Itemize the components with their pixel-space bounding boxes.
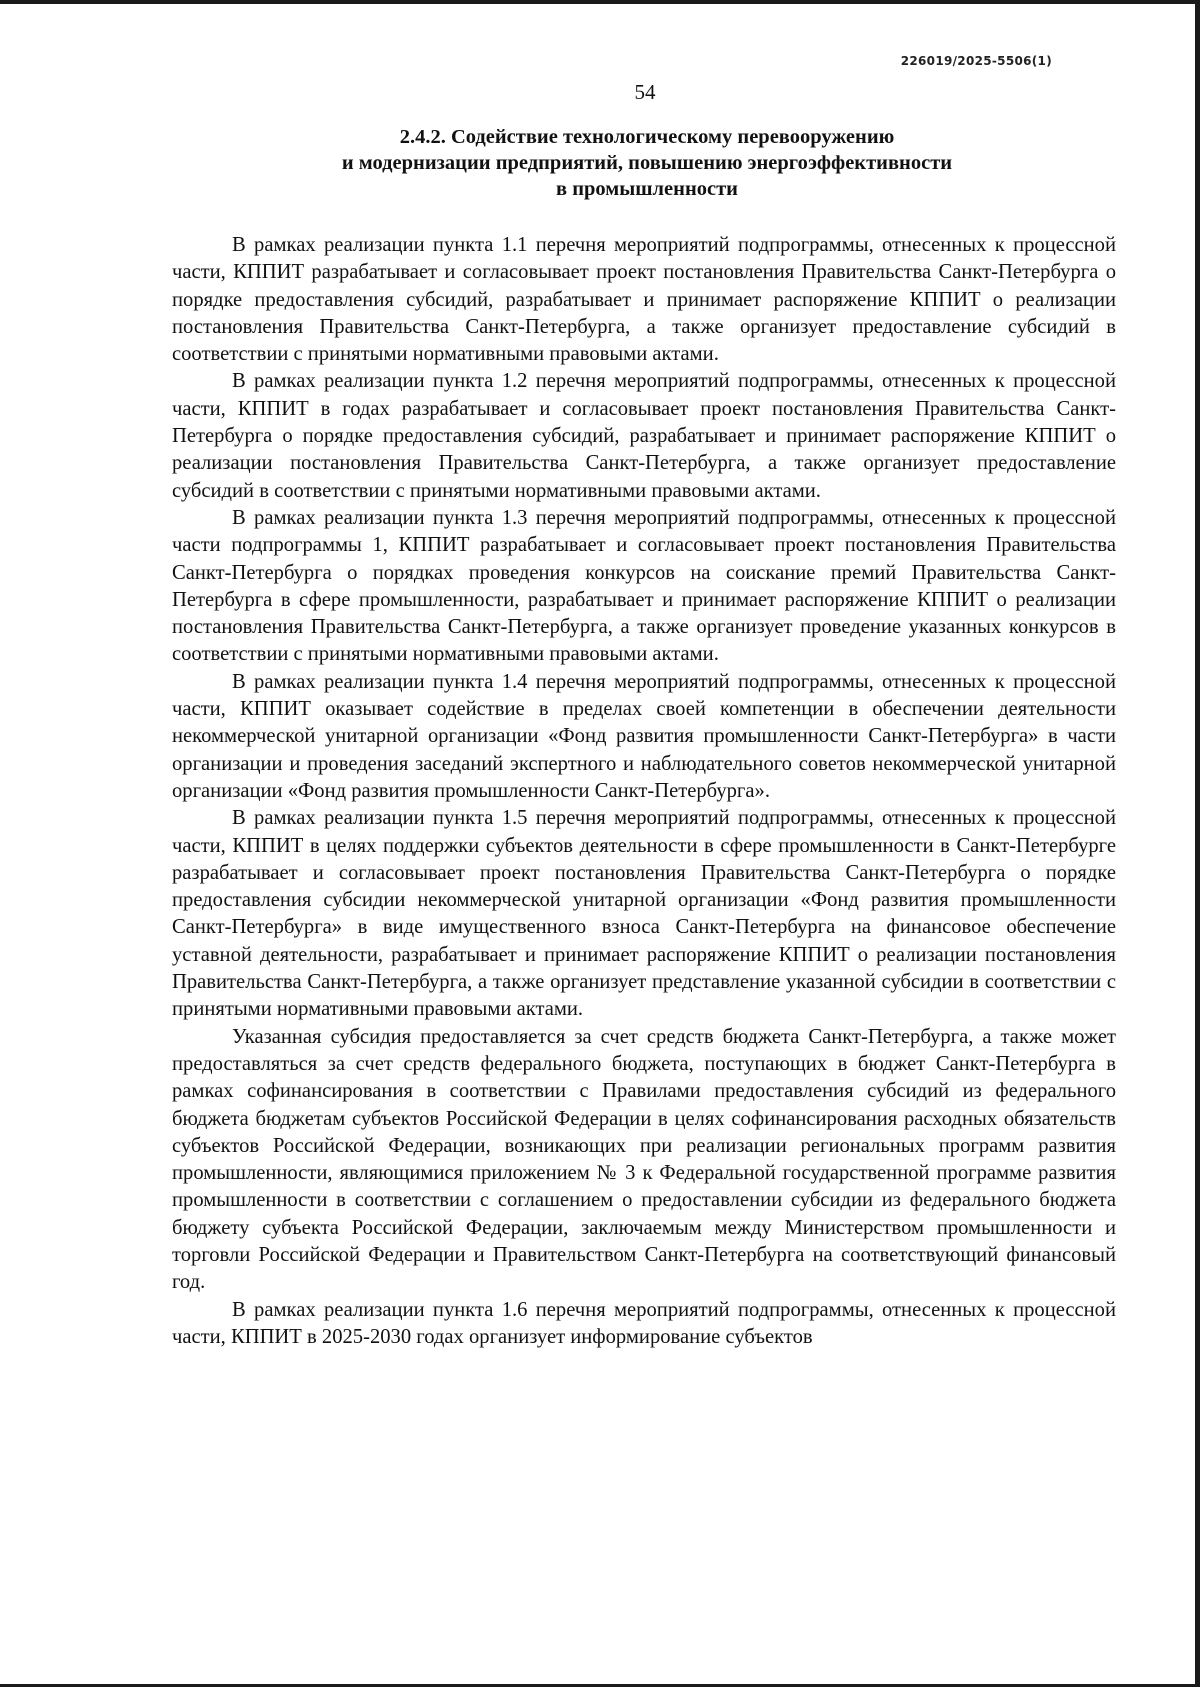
scan-edge-top xyxy=(0,0,1200,4)
document-body xyxy=(172,232,1116,1351)
paragraph: В рамках реализации пункта 1.6 перечня мероприятий подпрограммы, отнесенных к процессной части, КППИТ в 2025-2030 годах организует информирование субъектов xyxy=(172,1298,1116,1348)
scan-edge-right xyxy=(1195,0,1200,1687)
paragraph: В рамках реализации пункта 1.5 перечня мероприятий подпрограммы, отнесенных к процессной части, КППИТ в целях поддержки субъектов деятельности в сфере промышленности в Санкт-Петербурге разрабатывает и согласовывает проект постановления Правительства Санкт-Петербурга о порядке предоставления субсидии некоммерческой унитарной организации «Фонд развития промышленности Санкт-Петербурга» в виде имущественного взноса Санкт-Петербурга на финансовое обеспечение уставной деятельности, разрабатывает и принимает распоряжение КППИТ о реализации постановления Правительства Санкт-Петербурга, а также организует представление указанной субсидии в соответствии с принятыми нормативными правовыми актами. xyxy=(172,807,1116,1021)
paragraph: В рамках реализации пункта 1.2 перечня мероприятий подпрограммы, отнесенных к процессной части, КППИТ в годах разрабатывает и согласовывает проект постановления Правительства Санкт-Петербурга о порядке предоставления субсидий, разрабатывает и принимает распоряжение КППИТ о реализации постановления Правительства Санкт-Петербурга, а также организует предоставление субсидий в соответствии с принятыми нормативными правовыми актами. xyxy=(172,370,1116,502)
paragraph: В рамках реализации пункта 1.1 перечня мероприятий подпрограммы, отнесенных к процессной части, КППИТ разрабатывает и согласовывает проект постановления Правительства Санкт-Петербурга о порядке предоставления субсидий, разрабатывает и принимает распоряжение КППИТ о реализации постановления Правительства Санкт-Петербурга, а также организует предоставление субсидий в соответствии с принятыми нормативными правовыми актами. xyxy=(172,234,1116,366)
section-title-line: 2.4.2. Содействие технологическому перевооружению xyxy=(399,126,895,148)
section-title xyxy=(172,124,1122,202)
section-title-line: в промышленности xyxy=(556,178,738,200)
paragraph: В рамках реализации пункта 1.3 перечня мероприятий подпрограммы, отнесенных к процессной части подпрограммы 1, КППИТ разрабатывает и согласовывает проект постановления Правительства Санкт-Петербурга о порядках проведения конкурсов на соискание премий Правительства Санкт-Петербурга в сфере промышленности, разрабатывает и принимает распоряжение КППИТ о реализации постановления Правительства Санкт-Петербурга, а также организует проведение указанных конкурсов в соответствии с принятыми нормативными правовыми актами. xyxy=(172,506,1116,666)
section-title-line: и модернизации предприятий, повышению энергоэффективности xyxy=(341,152,953,174)
document-id: 226019/2025-5506(1) xyxy=(900,54,1052,68)
paragraph: В рамках реализации пункта 1.4 перечня мероприятий подпрограммы, отнесенных к процессной части, КППИТ оказывает содействие в пределах своей компетенции в обеспечении деятельности некоммерческой унитарной организации «Фонд развития промышленности Санкт-Петербурга» в части организации и проведения заседаний экспертного и наблюдательного советов некоммерческой унитарной организации «Фонд развития промышленности Санкт-Петербурга». xyxy=(172,670,1116,802)
paragraph: Указанная субсидия предоставляется за счет средств бюджета Санкт-Петербурга, а также может предоставляться за счет средств федерального бюджета, поступающих в бюджет Санкт-Петербурга в рамках софинансирования в соответствии с Правилами предоставления субсидий из федерального бюджета бюджетам субъектов Российской Федерации в целях софинансирования расходных обязательств субъектов Российской Федерации, возникающих при реализации региональных программ развития промышленности, являющимися приложением № 3 к Федеральной государственной программе развития промышленности в соответствии с соглашением о предоставлении субсидии из федерального бюджета бюджету субъекта Российской Федерации, заключаемым между Министерством промышленности и торговли Российской Федерации и Правительством Санкт-Петербурга на соответствующий финансовый год. xyxy=(172,1025,1116,1294)
page-number: 54 xyxy=(634,80,656,104)
